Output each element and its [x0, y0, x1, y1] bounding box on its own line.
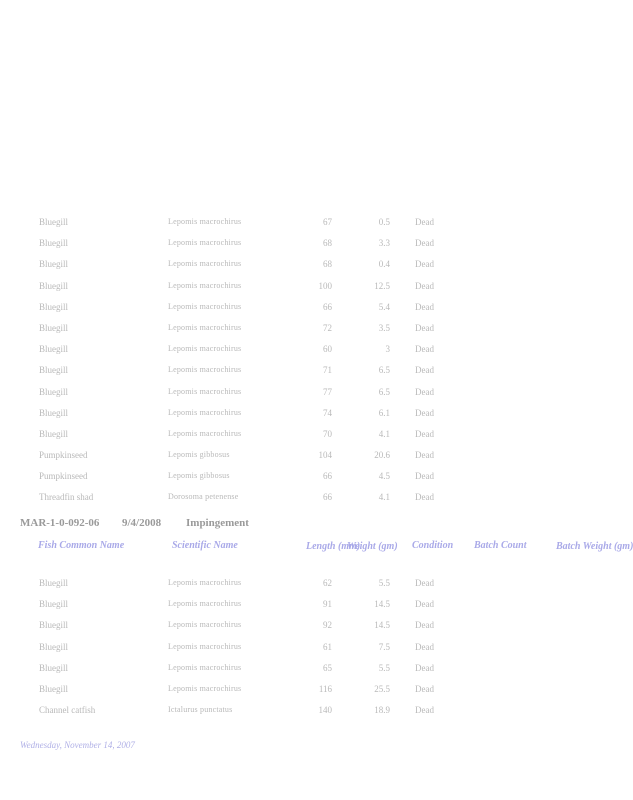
- sample-date: 9/4/2008: [122, 517, 162, 529]
- sample-id: MAR-1-0-092-06: [20, 517, 100, 529]
- table-row: [0, 298, 618, 319]
- header-weight: Weight (gm): [347, 541, 398, 552]
- weight-cell: 0.4: [378, 259, 390, 270]
- scientific-name-cell: Lepomis macrochirus: [168, 344, 242, 354]
- common-name-cell: Bluegill: [39, 599, 68, 610]
- header-batch-count: Batch Count: [474, 540, 527, 551]
- fish-table-bottom: [0, 574, 618, 722]
- table-row: [0, 425, 618, 446]
- table-row: [0, 595, 618, 616]
- weight-cell: 3: [385, 344, 390, 355]
- condition-cell: Dead: [415, 578, 434, 588]
- scientific-name-cell: Lepomis macrochirus: [168, 386, 242, 396]
- condition-cell: Dead: [415, 662, 434, 673]
- weight-cell: 6.5: [378, 386, 390, 397]
- condition-cell: Dead: [415, 259, 434, 270]
- common-name-cell: Bluegill: [39, 683, 68, 694]
- weight-cell: 14.5: [374, 599, 390, 610]
- scientific-name-cell: Ictalurus punctatus: [168, 705, 233, 715]
- weight-cell: 6.1: [378, 407, 390, 418]
- scientific-name-cell: Lepomis macrochirus: [168, 322, 242, 332]
- condition-cell: Dead: [415, 428, 434, 439]
- weight-cell: 3.3: [378, 238, 390, 249]
- condition-cell: Dead: [415, 683, 434, 694]
- common-name-cell: Bluegill: [39, 280, 68, 291]
- table-row: [0, 446, 618, 467]
- weight-cell: 4.1: [378, 428, 390, 439]
- header-scientific-name: Scientific Name: [172, 540, 238, 551]
- header-length: Length (mm): [306, 541, 361, 552]
- scientific-name-cell: Lepomis macrochirus: [168, 641, 242, 651]
- weight-cell: 12.5: [374, 280, 390, 291]
- weight-cell: 5.5: [378, 578, 390, 588]
- condition-cell: Dead: [415, 620, 434, 631]
- footer-date: Wednesday, November 14, 2007: [20, 740, 135, 750]
- condition-cell: Dead: [415, 386, 434, 397]
- condition-cell: Dead: [415, 322, 434, 333]
- scientific-name-cell: Lepomis macrochirus: [168, 620, 242, 630]
- table-row: [0, 213, 618, 234]
- common-name-cell: Bluegill: [39, 322, 68, 333]
- weight-cell: 0.5: [378, 217, 390, 227]
- condition-cell: Dead: [415, 471, 434, 482]
- table-row: [0, 701, 618, 722]
- condition-cell: Dead: [415, 492, 434, 503]
- common-name-cell: Bluegill: [39, 428, 68, 439]
- common-name-cell: Threadfin shad: [39, 492, 94, 503]
- header-batch-weight: Batch Weight (gm): [556, 541, 633, 552]
- table-row: [0, 319, 618, 340]
- length-cell: 68: [323, 238, 332, 249]
- weight-cell: 7.5: [378, 641, 390, 652]
- common-name-cell: Pumpkinseed: [39, 471, 88, 482]
- weight-cell: 4.5: [378, 471, 390, 482]
- length-cell: 71: [323, 365, 332, 376]
- length-cell: 66: [323, 492, 332, 503]
- length-cell: 66: [323, 301, 332, 312]
- condition-cell: Dead: [415, 217, 434, 227]
- common-name-cell: Channel catfish: [39, 705, 96, 716]
- common-name-cell: Bluegill: [39, 578, 68, 588]
- length-cell: 91: [323, 599, 332, 610]
- scientific-name-cell: Lepomis macrochirus: [168, 662, 242, 672]
- condition-cell: Dead: [415, 705, 434, 716]
- scientific-name-cell: Lepomis macrochirus: [168, 238, 242, 248]
- common-name-cell: Bluegill: [39, 217, 68, 227]
- condition-cell: Dead: [415, 365, 434, 376]
- length-cell: 140: [318, 705, 332, 716]
- scientific-name-cell: Lepomis macrochirus: [168, 683, 242, 693]
- scientific-name-cell: Lepomis gibbosus: [168, 450, 230, 460]
- common-name-cell: Bluegill: [39, 641, 68, 652]
- common-name-cell: Bluegill: [39, 365, 68, 376]
- table-row: [0, 638, 618, 659]
- condition-cell: Dead: [415, 450, 434, 461]
- table-row: [0, 574, 618, 595]
- scientific-name-cell: Lepomis macrochirus: [168, 280, 242, 290]
- weight-cell: 20.6: [374, 450, 390, 461]
- length-cell: 92: [323, 620, 332, 631]
- common-name-cell: Bluegill: [39, 301, 68, 312]
- length-cell: 104: [318, 450, 332, 461]
- length-cell: 68: [323, 259, 332, 270]
- length-cell: 60: [323, 344, 332, 355]
- common-name-cell: Pumpkinseed: [39, 450, 88, 461]
- table-row: [0, 680, 618, 701]
- table-row: [0, 340, 618, 361]
- scientific-name-cell: Lepomis macrochirus: [168, 578, 242, 587]
- common-name-cell: Bluegill: [39, 386, 68, 397]
- scientific-name-cell: Lepomis macrochirus: [168, 259, 242, 269]
- common-name-cell: Bluegill: [39, 238, 68, 249]
- table-row: [0, 659, 618, 680]
- common-name-cell: Bluegill: [39, 407, 68, 418]
- table-row: [0, 404, 618, 425]
- header-common-name: Fish Common Name: [38, 540, 125, 551]
- table-row: [0, 488, 618, 509]
- common-name-cell: Bluegill: [39, 662, 68, 673]
- table-row: [0, 467, 618, 488]
- weight-cell: 4.1: [378, 492, 390, 503]
- condition-cell: Dead: [415, 238, 434, 249]
- scientific-name-cell: Lepomis macrochirus: [168, 365, 242, 375]
- length-cell: 70: [323, 428, 332, 439]
- fish-table-top: [0, 213, 618, 510]
- table-row: [0, 383, 618, 404]
- weight-cell: 6.5: [378, 365, 390, 376]
- common-name-cell: Bluegill: [39, 620, 68, 631]
- length-cell: 61: [323, 641, 332, 652]
- scientific-name-cell: Lepomis macrochirus: [168, 428, 242, 438]
- condition-cell: Dead: [415, 280, 434, 291]
- length-cell: 74: [323, 407, 332, 418]
- scientific-name-cell: Lepomis macrochirus: [168, 217, 242, 226]
- weight-cell: 18.9: [374, 705, 390, 716]
- length-cell: 62: [323, 578, 332, 588]
- weight-cell: 14.5: [374, 620, 390, 631]
- scientific-name-cell: Lepomis gibbosus: [168, 471, 230, 481]
- table-row: [0, 616, 618, 637]
- common-name-cell: Bluegill: [39, 259, 68, 270]
- condition-cell: Dead: [415, 599, 434, 610]
- header-condition: Condition: [412, 540, 454, 551]
- scientific-name-cell: Lepomis macrochirus: [168, 301, 242, 311]
- table-row: [0, 361, 618, 382]
- table-row: [0, 277, 618, 298]
- common-name-cell: Bluegill: [39, 344, 68, 355]
- weight-cell: 5.4: [378, 301, 390, 312]
- scientific-name-cell: Lepomis macrochirus: [168, 599, 242, 609]
- table-row: [0, 255, 618, 276]
- length-cell: 65: [323, 662, 332, 673]
- length-cell: 66: [323, 471, 332, 482]
- weight-cell: 25.5: [374, 683, 390, 694]
- scientific-name-cell: Dorosoma petenense: [168, 492, 239, 502]
- length-cell: 72: [323, 322, 332, 333]
- condition-cell: Dead: [415, 641, 434, 652]
- sample-type: Impingement: [186, 517, 249, 529]
- condition-cell: Dead: [415, 407, 434, 418]
- weight-cell: 3.5: [378, 322, 390, 333]
- scientific-name-cell: Lepomis macrochirus: [168, 407, 242, 417]
- table-row: [0, 234, 618, 255]
- weight-cell: 5.5: [378, 662, 390, 673]
- column-header-row: [0, 537, 633, 573]
- length-cell: 100: [318, 280, 332, 291]
- length-cell: 77: [323, 386, 332, 397]
- length-cell: 116: [318, 683, 332, 694]
- condition-cell: Dead: [415, 344, 434, 355]
- length-cell: 67: [323, 217, 332, 227]
- condition-cell: Dead: [415, 301, 434, 312]
